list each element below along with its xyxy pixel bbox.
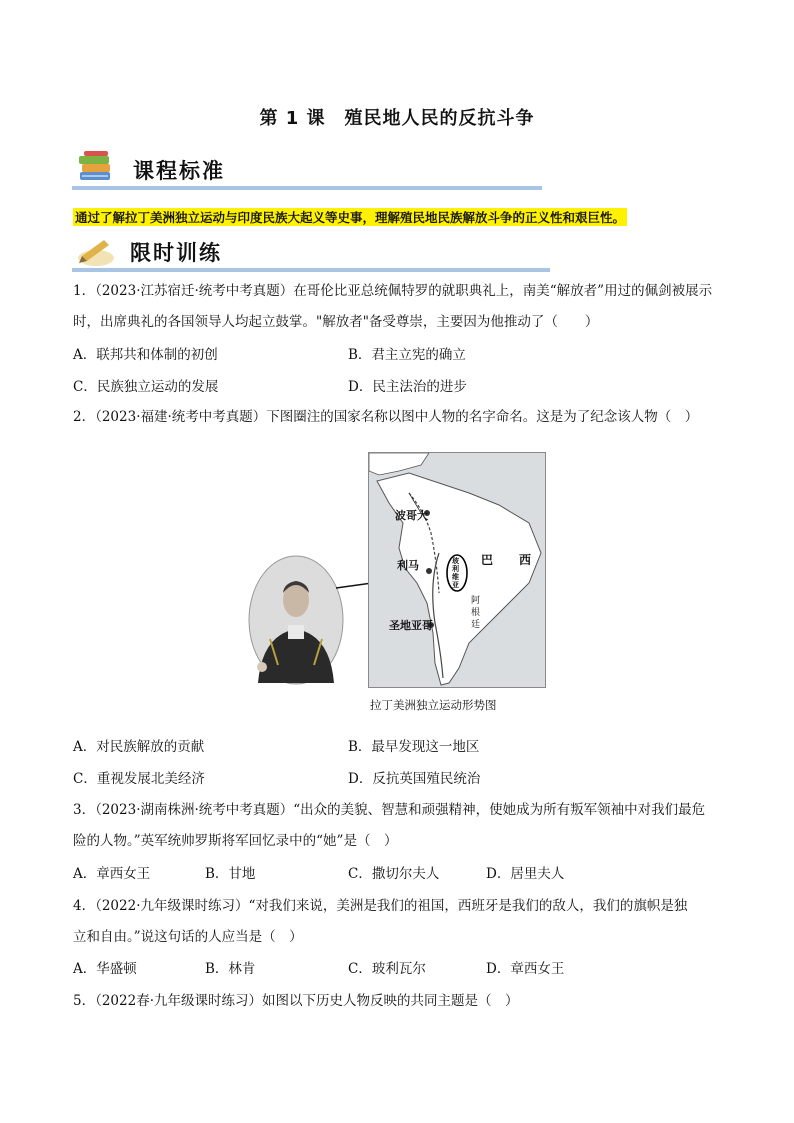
map-label-bolivia: 玻利维亚 (452, 557, 459, 589)
page-title: 第 1 课 殖民地人民的反抗斗争 (259, 108, 535, 129)
option-b[interactable]: B．最早发现这一地区 (348, 739, 480, 755)
option-a[interactable]: A．章西女王 (73, 866, 151, 882)
option-b[interactable]: B．林肯 (205, 961, 256, 977)
option-a[interactable]: A．联邦共和体制的初创 (73, 347, 218, 363)
option-d[interactable]: D．章西女王 (486, 961, 565, 977)
question-1 (73, 276, 723, 338)
portrait-image (248, 555, 344, 685)
option-d[interactable]: D．反抗英国殖民统治 (348, 771, 481, 787)
books-icon (76, 150, 116, 184)
question-2 (73, 402, 723, 433)
pencil-icon (76, 234, 116, 268)
latin-america-map (368, 452, 546, 688)
question-line: 时，出席典礼的各国领导人均起立鼓掌。"解放者"备受尊崇，主要因为他推动了（ ） (73, 314, 599, 330)
option-c[interactable]: C．撒切尔夫人 (348, 866, 440, 882)
figure-caption: 拉丁美洲独立运动形势图 (370, 698, 497, 712)
option-a[interactable]: A．华盛顿 (73, 961, 137, 977)
option-c[interactable]: C．民族独立运动的发展 (73, 379, 219, 395)
option-b[interactable]: B．君主立宪的确立 (348, 347, 466, 363)
question-line: 险的人物。”英军统帅罗斯将军回忆录中的“她”是（ ） (73, 833, 398, 849)
section-heading-standard: 课程标准 (133, 159, 225, 183)
option-d[interactable]: D．民主法治的进步 (348, 379, 467, 395)
question-line: 立和自由。”说这句话的人应当是（ ） (73, 929, 303, 945)
option-c[interactable]: C．玻利瓦尔 (348, 961, 426, 977)
question-4 (73, 891, 723, 953)
question-line: 1．（2023·江苏宿迁·统考中考真题）在哥伦比亚总统佩特罗的就职典礼上，南美“解放者”用过的佩剑被展示 (73, 283, 713, 299)
question-line: 2．（2023·福建·统考中考真题）下图圈注的国家名称以图中人物的名字命名。这是为了纪念该人物（ ） (73, 409, 699, 425)
option-b[interactable]: B．甘地 (205, 866, 256, 882)
map-label-ba: 巴 (481, 553, 494, 567)
option-a[interactable]: A．对民族解放的贡献 (73, 739, 205, 755)
question-3 (73, 795, 723, 857)
map-label-argentina: 阿根廷 (471, 596, 480, 630)
question-line: 4．（2022·九年级课时练习）“对我们来说，美洲是我们的祖国，西班牙是我们的敌人，我们的旗帜是独 (73, 898, 688, 914)
section-heading-training: 限时训练 (130, 241, 222, 265)
standard-text: 通过了解拉丁美洲独立运动与印度民族大起义等史事，理解殖民地民族解放斗争的正义性和艰巨性。 (75, 210, 626, 225)
question-line: 5．（2022春·九年级课时练习）如图以下历史人物反映的共同主题是（ ） (73, 993, 519, 1009)
option-c[interactable]: C．重视发展北美经济 (73, 771, 205, 787)
question-line: 3．（2023·湖南株洲·统考中考真题）“出众的美貌、智慧和顽强精神，使她成为所有叛军领袖中对我们最危 (73, 802, 706, 818)
option-d[interactable]: D．居里夫人 (486, 866, 565, 882)
section-rule (72, 186, 542, 190)
map-label-santiago: 圣地亚哥 (389, 619, 433, 632)
section-rule (72, 268, 550, 272)
question-5 (73, 986, 723, 1017)
map-label-xi: 西 (519, 553, 532, 567)
map-label-bogota: 波哥大 (395, 509, 428, 522)
map-label-lima: 利马 (397, 559, 419, 572)
